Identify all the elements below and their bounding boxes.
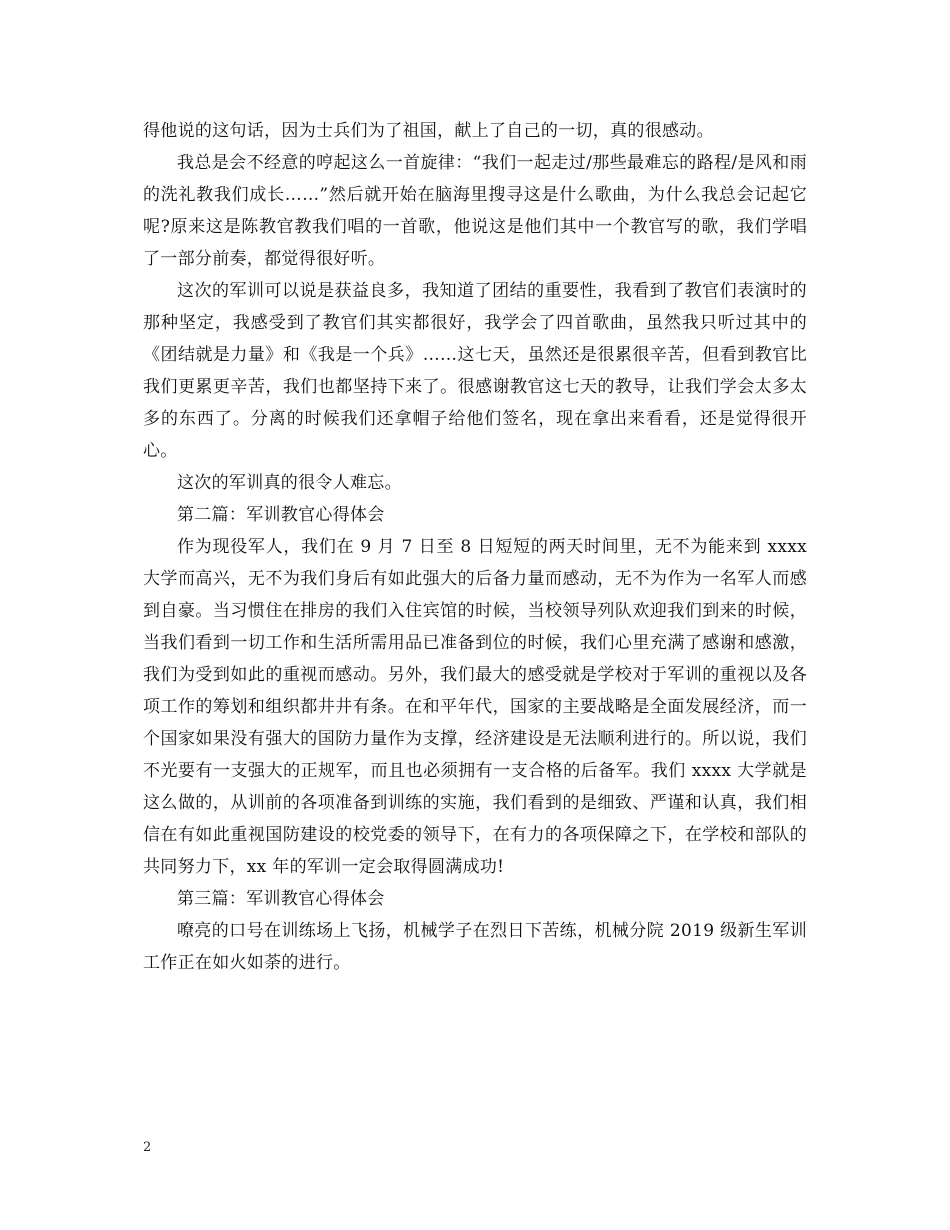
section-heading-part-three: 第三篇：军训教官心得体会 [177, 889, 385, 909]
page-number: 2 [143, 1140, 152, 1155]
paragraph-active-soldier: 作为现役军人，我们在 9 月 7 日至 8 日短短的两天时间里，无不为能来到 xxxx 大学而高兴，无不为我们身后有如此强大的后备力量而感动，无不为作为一名军人而感到自豪。当习惯住在排房的我们入住宾馆的时候，当校领导列队欢迎我们到来的时候，当我们看到一切工作和生活所需用品已准备到位的时候，我们心里充满了感谢和感激，我们为受到如此的重视而感动。另外，我们最大的感受就是学校对于军训的重视以及各项工作的筹划和组织都井井有条。在和平年代，国家的主要战略是全面发展经济，而一个国家如果没有强大的国防力量作为支撑，经济建设是无法顺利进行的。所以说，我们不光要有一支强大的正规军，而且也必须拥有一支合格的后备军。我们 xxxx 大学就是这么做的，从训前的各项准备到训练的实施，我们看到的是细致、严谨和认真，我们相信在有如此重视国防建设的校党委的领导下，在有力的各项保障之下，在学校和部队的共同努力下，xx 年的军训一定会取得圆满成功! [143, 537, 807, 877]
paragraph-continuation: 得他说的这句话，因为士兵们为了祖国，献上了自己的一切，真的很感动。 [143, 121, 714, 141]
document-body [143, 115, 807, 979]
paragraph-training-ground: 嘹亮的口号在训练场上飞扬，机械学子在烈日下苦练，机械分院 2019 级新生军训工作正在如火如荼的进行。 [143, 921, 807, 973]
paragraph-unforgettable: 这次的军训真的很令人难忘。 [177, 473, 402, 493]
paragraph-training-gains: 这次的军训可以说是获益良多，我知道了团结的重要性，我看到了教官们表演时的那种坚定，我感受到了教官们其实都很好，我学会了四首歌曲，虽然我只听过其中的《团结就是力量》和《我是一个兵》……这七天，虽然还是很累很辛苦，但看到教官比我们更累更辛苦，我们也都坚持下来了。很感谢教官这七天的教导，让我们学会太多太多的东西了。分离的时候我们还拿帽子给他们签名，现在拿出来看看，还是觉得很开心。 [143, 281, 807, 461]
section-heading-part-two: 第二篇：军训教官心得体会 [177, 505, 385, 525]
paragraph-song-memory: 我总是会不经意的哼起这么一首旋律：“我们一起走过/那些最难忘的路程/是风和雨的洗礼教我们成长……”然后就开始在脑海里搜寻这是什么歌曲，为什么我总会记起它呢?原来这是陈教官教我们唱的一首歌，他说这是他们其中一个教官写的歌，我们学唱了一部分前奏，都觉得很好听。 [143, 153, 807, 269]
